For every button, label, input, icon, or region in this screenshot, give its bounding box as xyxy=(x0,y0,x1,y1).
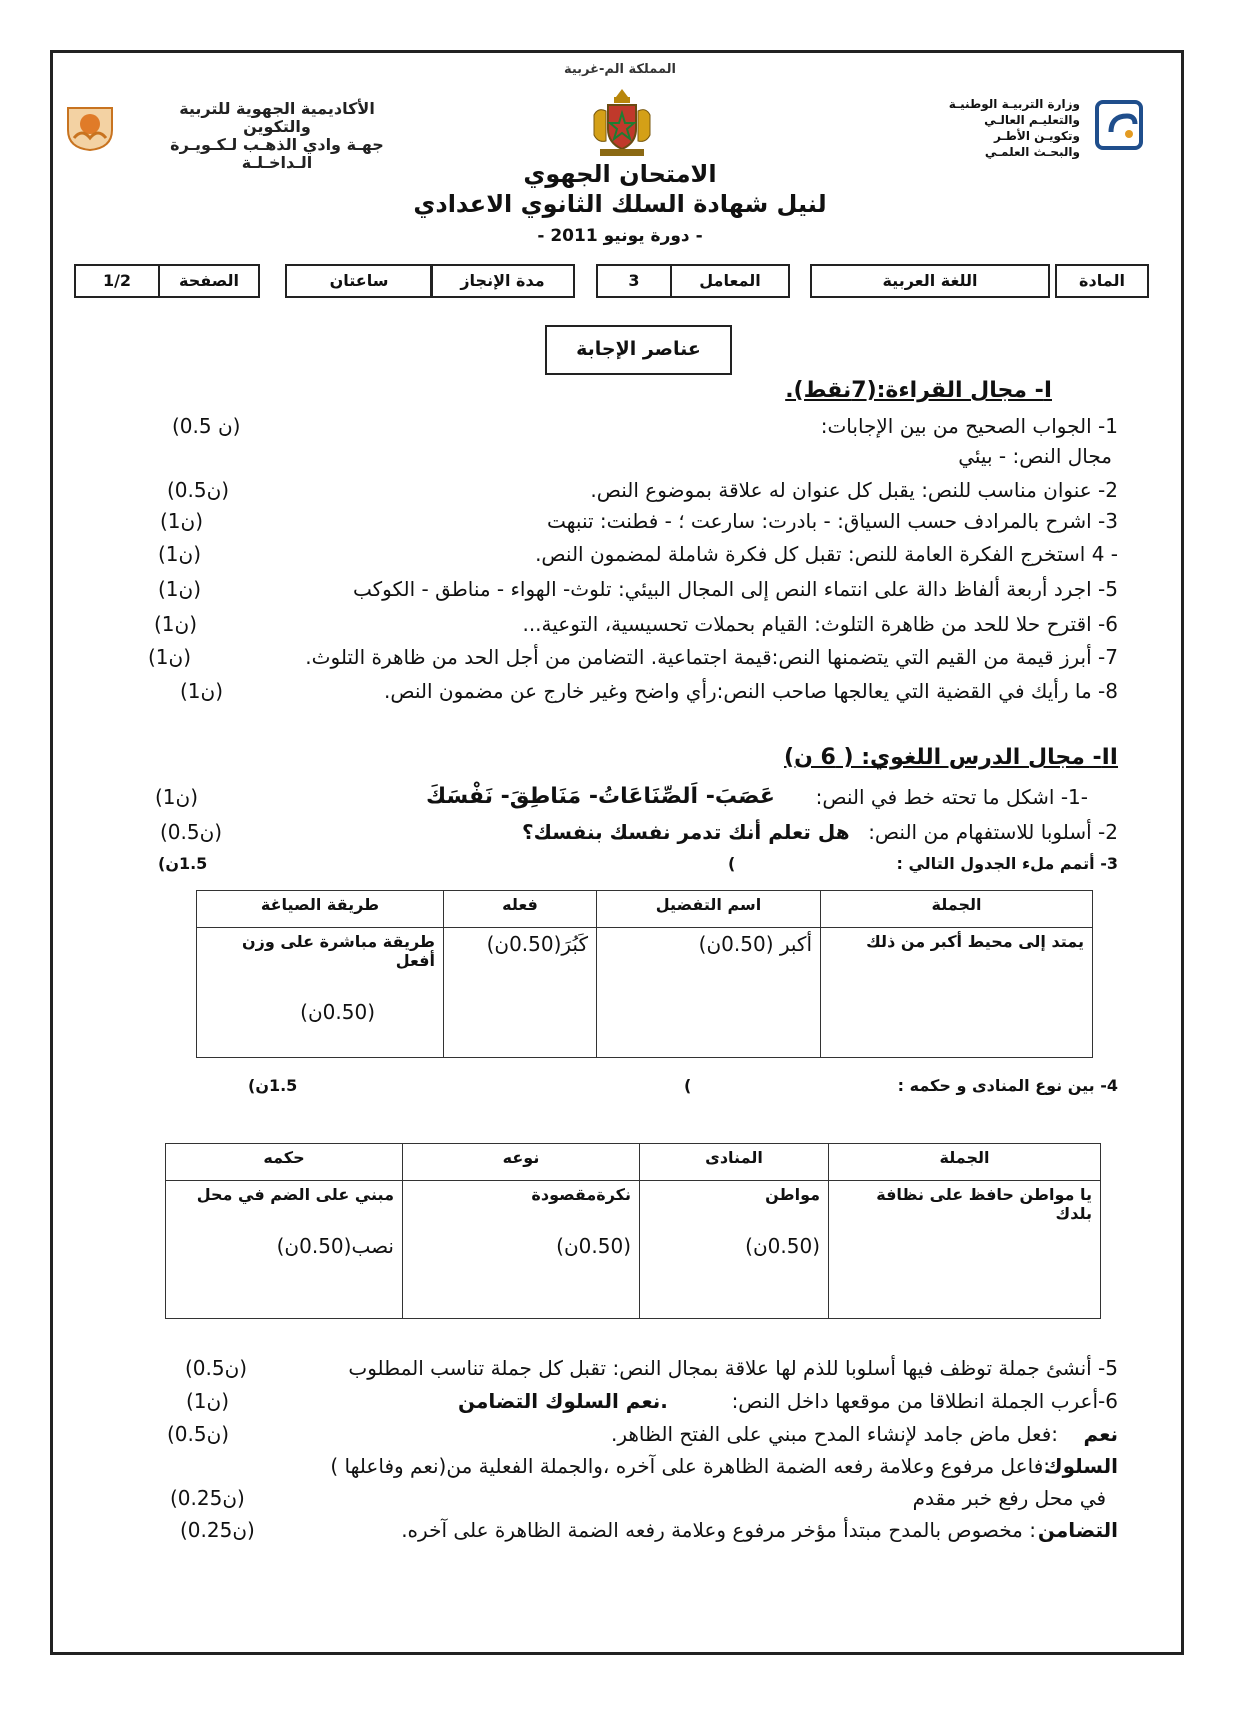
munada-type-points: (0.50ن) xyxy=(556,1234,631,1258)
reading-q7-points: (1ن) xyxy=(148,645,192,669)
section2-title: II- مجال الدرس اللغوي: ( 6 ن) xyxy=(784,745,1118,770)
munada-ruling: مبني على الضم في محل xyxy=(196,1185,394,1204)
grammar-q4-points-open: ( xyxy=(684,1076,692,1095)
academy-logo-icon xyxy=(60,98,120,153)
irab-naam-word: نعم xyxy=(1083,1422,1118,1446)
grammar-q5-text: 5- أنشئ جملة توظف فيها أسلوبا للذم لها علاقة بمجال النص: تقبل كل جملة تناسب المطلوب xyxy=(348,1356,1118,1380)
royal-emblem-icon xyxy=(588,85,656,160)
grammar-q2-text: 2- أسلوبا للاستفهام من النص: xyxy=(868,820,1118,844)
answers-title: عناصر الإجابة xyxy=(545,325,732,375)
reading-q6-points: (1ن) xyxy=(154,612,198,636)
exam-title: الامتحان الجهوي xyxy=(523,160,717,188)
reading-q5-points: (1ن) xyxy=(158,577,202,601)
munada-header-type: نوعه xyxy=(403,1144,640,1181)
grammar-q4-points: 1.5ن) xyxy=(248,1076,298,1095)
reading-q1-field-text: مجال النص: - بيئي xyxy=(958,444,1112,468)
tafdil-method-points: (0.50ن) xyxy=(300,1000,375,1024)
irab-naam-text: :فعل ماض جامد لإنشاء المدح مبني على الفتح الظاهر. xyxy=(610,1422,1058,1446)
reading-q8-points: (1ن) xyxy=(180,679,224,703)
reading-q5-text: 5- اجرد أربعة ألفاظ دالة على انتماء النص إلى المجال البيئي: تلوث- الهواء - مناطق - الكوكب xyxy=(353,577,1118,601)
grammar-q6-points: (1ن) xyxy=(186,1389,230,1413)
munada-value: مواطن xyxy=(765,1185,820,1204)
tafdil-cell-method xyxy=(197,928,444,1058)
grammar-q2-points: (0.5ن) xyxy=(160,820,223,844)
munada-header-ruling: حكمه xyxy=(166,1144,403,1181)
ministry-name: وزارة التربيـة الوطنيـة والتعليـم العالـي وتكويـن الأطـر والبحـث العلمـي xyxy=(948,97,1080,159)
tafdil-method-text: طريقة مباشرة على وزن أفعل xyxy=(242,932,435,970)
section1-title: I- مجال القراءة:(7نقط). xyxy=(785,378,1052,403)
munada-cell-munada xyxy=(640,1181,829,1319)
irab-suluk-word: السلوك xyxy=(1044,1454,1118,1478)
coef-label: المعامل xyxy=(670,264,790,298)
irab-suluk-points: (0.25ن) xyxy=(170,1486,245,1510)
page-label: الصفحة xyxy=(158,264,260,298)
reading-q4-points: (1ن) xyxy=(158,542,202,566)
tafdil-header-method: طريقة الصياغة xyxy=(197,891,444,928)
tafdil-header-verb: فعله xyxy=(444,891,597,928)
irab-tadamun-word: التضامن xyxy=(1037,1518,1118,1542)
duration-value: ساعتان xyxy=(285,264,433,298)
exam-subtitle: لنيل شهادة السلك الثانوي الاعدادي xyxy=(413,190,827,218)
reading-q3-points: (1ن) xyxy=(160,509,204,533)
reading-q2-points: (0.5ن) xyxy=(167,478,230,502)
grammar-q1-answer: عَصَبَ- اَلصِّنَاعَاتُ- مَنَاطِقَ- نَفْسَكَ xyxy=(426,784,775,809)
irab-suluk-cont-text: في محل رفع خبر مقدم xyxy=(912,1486,1106,1510)
irab-tadamun-text: : مخصوص بالمدح مبتدأ مؤخر مرفوع وعلامة رفعه الضمة الظاهرة على آخره. xyxy=(401,1518,1036,1542)
munada-cell-sentence: يا مواطن حافظ على نظافة بلدك xyxy=(829,1181,1101,1319)
reading-q1-text: 1- الجواب الصحيح من بين الإجابات: xyxy=(820,414,1118,438)
munada-ruling-points: نصب(0.50ن) xyxy=(276,1234,394,1258)
munada-type: نكرةمقصودة xyxy=(531,1185,631,1204)
tafdil-table xyxy=(196,890,1093,1058)
grammar-q4-text: 4- بين نوع المنادى و حكمه : xyxy=(897,1076,1118,1095)
grammar-q1-points: (1ن) xyxy=(155,785,199,809)
tafdil-cell-tafdil: أكبر (0.50ن) xyxy=(597,928,821,1058)
irab-suluk-text: :فاعل مرفوع وعلامة رفعه الضمة الظاهرة على آخره ،والجملة الفعلية من(نعم وفاعلها ) xyxy=(330,1454,1050,1478)
reading-q4-text: - 4 استخرج الفكرة العامة للنص: تقبل كل فكرة شاملة لمضمون النص. xyxy=(535,542,1118,566)
duration-label: مدة الإنجاز xyxy=(430,264,575,298)
munada-cell-type xyxy=(403,1181,640,1319)
irab-tadamun-points: (0.25ن) xyxy=(180,1518,255,1542)
coef-value: 3 xyxy=(596,264,672,298)
grammar-q3-points-open: ( xyxy=(728,854,736,873)
grammar-q3-text: 3- أتمم ملء الجدول التالي : xyxy=(896,854,1118,873)
reading-q2-text: 2- عنوان مناسب للنص: يقبل كل عنوان له علاقة بموضوع النص. xyxy=(590,478,1118,502)
grammar-q2-answer: هل تعلم أنك تدمر نفسك بنفسك؟ xyxy=(522,820,850,844)
subject-value: اللغة العربية xyxy=(810,264,1050,298)
munada-value-points: (0.50ن) xyxy=(745,1234,820,1258)
irab-naam-points: (0.5ن) xyxy=(167,1422,230,1446)
munada-table xyxy=(165,1143,1101,1319)
kingdom-label: المملكة الم-غربية xyxy=(563,62,676,77)
reading-q3-text: 3- اشرح بالمرادف حسب السياق: - بادرت: سارعت ؛ - فطنت: تنبهت xyxy=(547,509,1118,533)
reading-q7-text: 7- أبرز قيمة من القيم التي يتضمنها النص:قيمة اجتماعية. التضامن من أجل الحد من ظاهرة التلوث. xyxy=(305,645,1118,669)
grammar-q1-text: -1- اشكل ما تحته خط في النص: xyxy=(815,785,1088,809)
grammar-q5-points: (0.5ن) xyxy=(185,1356,248,1380)
subject-label: المادة xyxy=(1055,264,1149,298)
exam-session: - دورة يونيو 2011 - xyxy=(537,226,703,246)
ministry-logo-icon xyxy=(1095,98,1145,153)
grammar-q6-answer: نعم السلوك التضامن. xyxy=(458,1389,668,1413)
reading-q6-text: 6- اقترح حلا للحد من ظاهرة التلوث: القيام بحملات تحسيسية، التوعية... xyxy=(522,612,1118,636)
tafdil-cell-verb: كَبُرَ(0.50ن) xyxy=(444,928,597,1058)
tafdil-header-sentence: الجملة xyxy=(821,891,1093,928)
tafdil-cell-sentence: يمتد إلى محيط أكبر من ذلك xyxy=(821,928,1093,1058)
reading-q1-points: (0.5 ن) xyxy=(172,414,241,438)
academy-name: الأكاديمية الجهوية للتربية والتكوين جهـة وادي الذهـب لـكـويـرة الـداخـلـة xyxy=(170,99,384,172)
grammar-q3-points: 1.5ن) xyxy=(158,854,208,873)
munada-cell-ruling xyxy=(166,1181,403,1319)
tafdil-header-tafdil: اسم التفضيل xyxy=(597,891,821,928)
page-value: 1/2 xyxy=(74,264,160,298)
reading-q8-text: 8- ما رأيك في القضية التي يعالجها صاحب النص:رأي واضح وغير خارج عن مضمون النص. xyxy=(383,679,1118,703)
grammar-q6-text: 6-أعرب الجملة انطلاقا من موقعها داخل النص: xyxy=(731,1389,1118,1413)
munada-header-munada: المنادى xyxy=(640,1144,829,1181)
munada-header-sentence: الجملة xyxy=(829,1144,1101,1181)
